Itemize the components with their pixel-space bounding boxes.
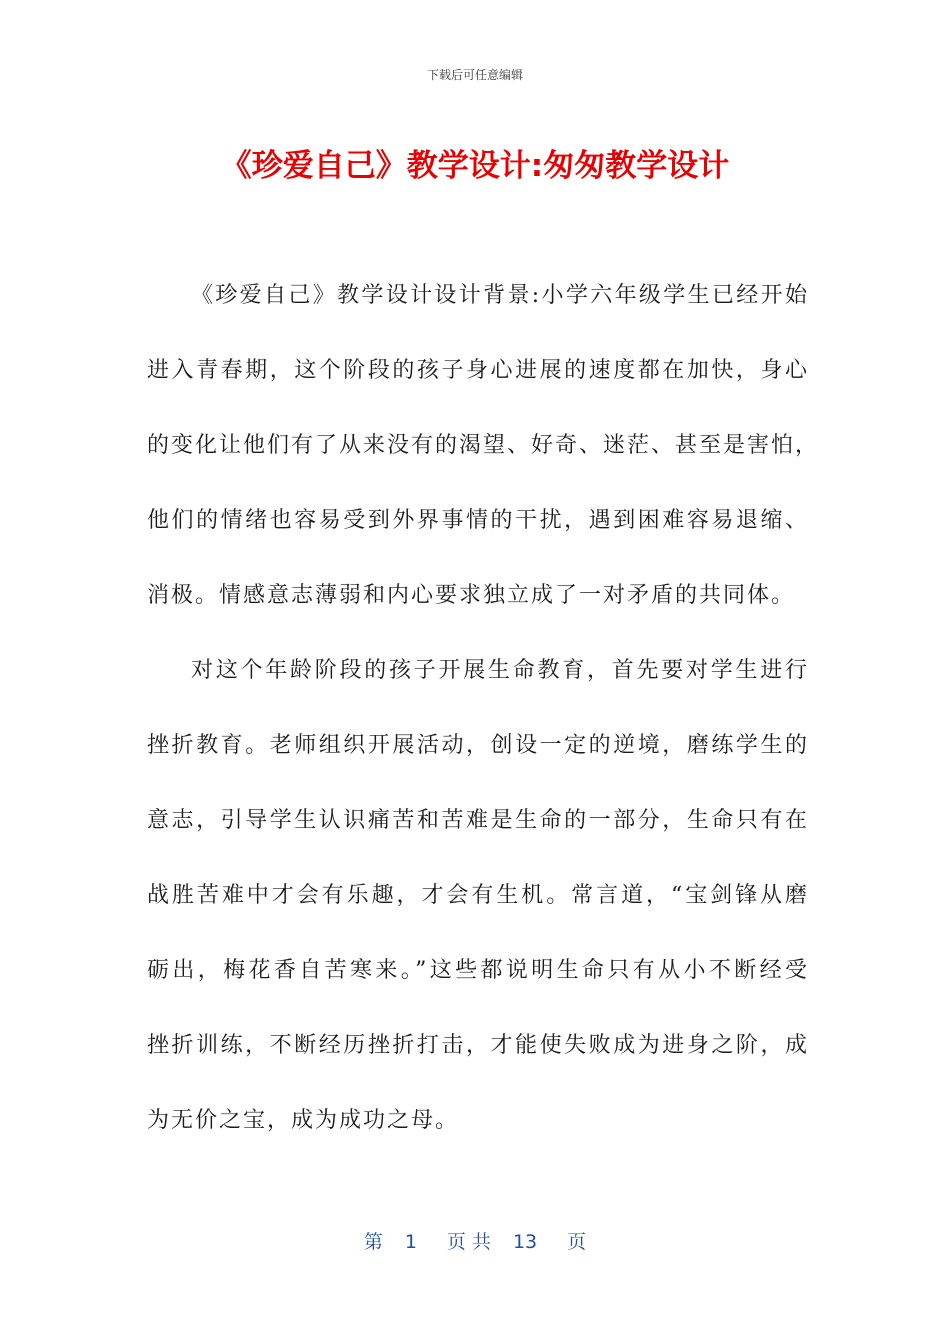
footer-current-page: 1	[404, 1231, 417, 1253]
paragraph-line: 消极。情感意志薄弱和内心要求独立成了一对矛盾的共同体。	[147, 583, 796, 608]
paragraph-1	[147, 258, 820, 633]
paragraph-line: 的变化让他们有了从来没有的渴望、好奇、迷茫、甚至是害怕，	[147, 433, 820, 458]
paragraph-line: 挫折训练，不断经历挫折打击，才能使失败成为进身之阶，成	[147, 1033, 809, 1058]
paragraph-line: 进入青春期，这个阶段的孩子身心进展的速度都在加快，身心	[147, 358, 809, 383]
paragraph-line: 为无价之宝，成为成功之母。	[147, 1108, 460, 1133]
paragraph-line: 挫折教育。老师组织开展活动，创设一定的逆境，磨练学生的	[147, 733, 809, 758]
footer-total-pages: 13	[512, 1231, 538, 1253]
paragraph-line: 对这个年龄阶段的孩子开展生命教育，首先要对学生进行	[191, 658, 809, 683]
footer-suffix: 页	[567, 1231, 587, 1253]
paragraph-2	[147, 633, 809, 1158]
paragraph-line: 意志，引导学生认识痛苦和苦难是生命的一部分，生命只有在	[147, 808, 809, 833]
document-title: 《珍爱自己》教学设计:匆匆教学设计	[220, 148, 730, 184]
paragraph-line: 战胜苦难中才会有乐趣，才会有生机。常言道，“宝剑锋从磨	[147, 883, 809, 908]
page-footer	[0, 1227, 950, 1254]
footer-prefix: 第	[363, 1231, 383, 1253]
paragraph-line: 他们的情绪也容易受到外界事情的干扰，遇到困难容易退缩、	[147, 508, 809, 533]
paragraph-line: 《珍爱自己》教学设计设计背景:小学六年级学生已经开始	[191, 283, 809, 308]
document-body	[147, 258, 820, 1158]
footer-middle: 页 共	[446, 1231, 491, 1253]
header-note: 下载后可任意编辑	[426, 68, 523, 82]
paragraph-line: 砺出，梅花香自苦寒来。”这些都说明生命只有从小不断经受	[147, 958, 809, 983]
